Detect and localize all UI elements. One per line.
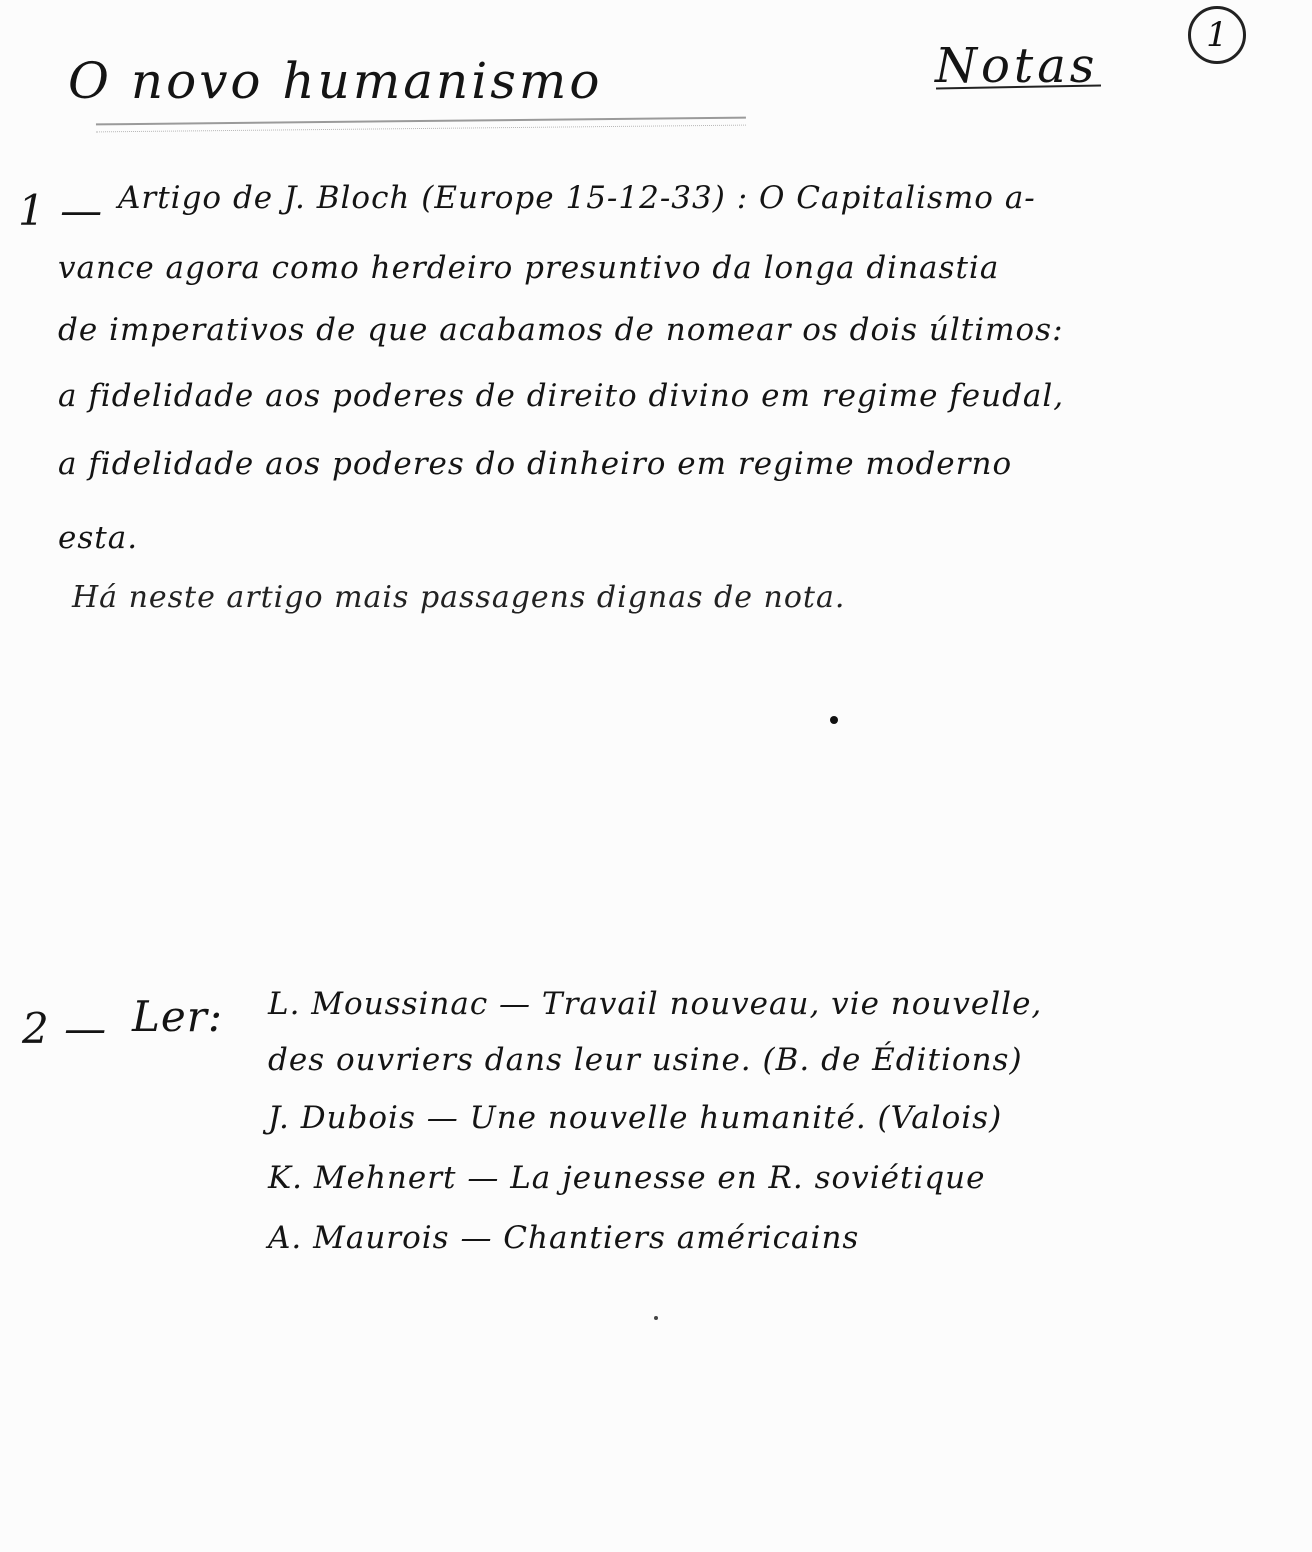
reading-list-item: des ouvriers dans leur usine. (B. de Éditions) [268, 1042, 1023, 1078]
item-1-number: 1 — [18, 186, 104, 235]
item-1-line: de imperativos de que acabamos de nomear os dois últimos: [58, 312, 1064, 348]
page-title: O novo humanismo [68, 52, 603, 110]
ink-speck [830, 716, 838, 724]
item-1-line: a fidelidade aos poderes do dinheiro em regime moderno [58, 446, 1013, 482]
item-2-number: 2 — [22, 1004, 108, 1053]
item-1-line: Artigo de J. Bloch (Europe 15-12-33) : O Capitalismo a- [118, 180, 1036, 216]
item-1-line: vance agora como herdeiro presuntivo da longa dinastia [58, 250, 1000, 286]
title-underline [96, 117, 746, 133]
notas-heading: Notas [935, 38, 1099, 94]
reading-list-item: J. Dubois — Une nouvelle humanité. (Valois) [268, 1100, 1003, 1136]
reading-list-item: K. Mehnert — La jeunesse en R. soviétique [268, 1160, 986, 1196]
page-number: 1 [1188, 6, 1246, 64]
reading-list-item: A. Maurois — Chantiers américains [268, 1220, 860, 1256]
item-1-line: esta. [58, 520, 139, 556]
ink-speck [654, 1316, 658, 1320]
reading-list-item: L. Moussinac — Travail nouveau, vie nouvelle, [268, 986, 1043, 1022]
item-2-label: Ler: [132, 992, 223, 1041]
item-1-line: a fidelidade aos poderes de direito divino em regime feudal, [58, 378, 1065, 414]
item-1-line: Há neste artigo mais passagens dignas de nota. [72, 580, 846, 615]
